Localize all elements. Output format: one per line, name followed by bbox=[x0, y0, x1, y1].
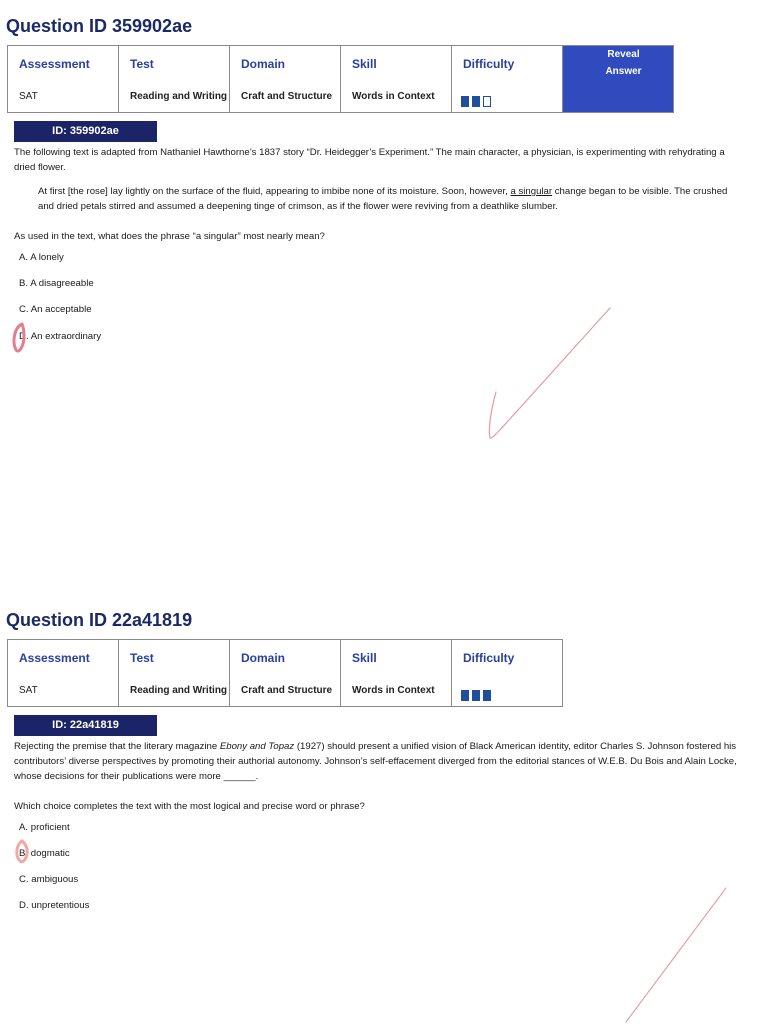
difficulty-indicator bbox=[461, 690, 491, 701]
answer-choice-b[interactable]: B. dogmatic bbox=[19, 848, 70, 859]
answer-choice-a[interactable]: A. A lonely bbox=[19, 252, 64, 263]
meta-difficulty bbox=[452, 46, 563, 113]
reveal-answer-button[interactable] bbox=[563, 46, 674, 113]
meta-test-header: Test bbox=[130, 57, 154, 71]
passage-underlined-phrase: a singular bbox=[510, 186, 553, 197]
difficulty-square bbox=[483, 690, 491, 701]
reveal-answer-label-1: Reveal bbox=[607, 49, 640, 60]
meta-domain bbox=[230, 46, 341, 113]
meta-test-value: Reading and Writing bbox=[130, 91, 228, 102]
question-stem bbox=[14, 739, 744, 784]
question-prompt: As used in the text, what does the phrase “a singular” most nearly mean? bbox=[14, 231, 325, 242]
question-id-badge: ID: 22a41819 bbox=[14, 715, 157, 736]
question-title: Question ID 359902ae bbox=[6, 16, 193, 36]
meta-domain-header: Domain bbox=[241, 57, 286, 71]
difficulty-square bbox=[461, 96, 469, 107]
difficulty-square bbox=[483, 96, 491, 107]
answer-choice-c[interactable]: C. An acceptable bbox=[19, 304, 92, 315]
meta-domain-value: Craft and Structure bbox=[241, 91, 333, 102]
stem-magazine-title: Ebony and Topaz bbox=[219, 741, 295, 752]
meta-assessment bbox=[8, 640, 119, 707]
question-meta-table bbox=[7, 45, 674, 113]
meta-test bbox=[119, 640, 230, 707]
question-meta-table bbox=[7, 639, 563, 707]
answer-choice-a[interactable]: A. proficient bbox=[19, 822, 70, 833]
meta-test bbox=[119, 46, 230, 113]
meta-skill-value: Words in Context bbox=[352, 91, 435, 102]
question-title: Question ID 22a41819 bbox=[6, 610, 193, 630]
meta-domain-value: Craft and Structure bbox=[241, 685, 333, 696]
meta-test-header: Test bbox=[130, 651, 154, 665]
checkmark-annotation bbox=[480, 300, 620, 445]
answer-choice-b[interactable]: B. A disagreeable bbox=[19, 278, 94, 289]
meta-skill-value: Words in Context bbox=[352, 685, 435, 696]
meta-difficulty-header: Difficulty bbox=[463, 651, 515, 665]
meta-domain-header: Domain bbox=[241, 651, 286, 665]
meta-assessment-header: Assessment bbox=[19, 57, 90, 71]
question-2 bbox=[0, 594, 768, 1024]
question-passage bbox=[38, 184, 744, 214]
stem-text-after: (1927) should present a unified vision of Black American identity, editor Charles S. Johnson fostered his contributors’ diverse perspectives by promoting their authorial autonomy. Johnson’s self-effacement diverged from the editorial stances of W.E.B. Du Bois and Alain Locke, whose decisions for their publications were more ______. bbox=[14, 741, 737, 782]
passage-text-before: At first [the rose] lay lightly on the surface of the fluid, appearing to imbibe none of its moisture. Soon, however, bbox=[38, 186, 511, 197]
answer-choice-d[interactable]: D. An extraordinary bbox=[19, 331, 102, 342]
meta-skill bbox=[341, 46, 452, 113]
meta-assessment-value: SAT bbox=[19, 91, 38, 102]
meta-skill-header: Skill bbox=[352, 651, 377, 665]
question-intro: The following text is adapted from Nathaniel Hawthorne’s 1837 story “Dr. Heidegger’s Experiment.” The main character, a physician, is experimenting with rehydrating a dried flower. bbox=[14, 147, 725, 173]
meta-assessment-header: Assessment bbox=[19, 651, 90, 665]
difficulty-square bbox=[461, 690, 469, 701]
meta-assessment-value: SAT bbox=[19, 685, 38, 696]
meta-skill-header: Skill bbox=[352, 57, 377, 71]
meta-difficulty bbox=[452, 640, 563, 707]
meta-domain bbox=[230, 640, 341, 707]
difficulty-indicator bbox=[461, 96, 491, 107]
passage-text-after: change began to be visible. The crushed and dried petals stirred and assumed a deepening tinge of crimson, as if the flower were reviving from a deathlike slumber. bbox=[38, 186, 728, 212]
checkmark-annotation bbox=[620, 884, 732, 1024]
difficulty-square bbox=[472, 690, 480, 701]
meta-skill bbox=[341, 640, 452, 707]
reveal-answer-label-2: Answer bbox=[605, 66, 642, 77]
meta-difficulty-header: Difficulty bbox=[463, 57, 515, 71]
meta-test-value: Reading and Writing bbox=[130, 685, 228, 696]
stem-text-before: Rejecting the premise that the literary magazine bbox=[14, 741, 220, 752]
answer-choice-d[interactable]: D. unpretentious bbox=[19, 900, 90, 911]
meta-assessment bbox=[8, 46, 119, 113]
question-prompt: Which choice completes the text with the most logical and precise word or phrase? bbox=[14, 801, 365, 812]
answer-choice-c[interactable]: C. ambiguous bbox=[19, 874, 79, 885]
question-id-badge: ID: 359902ae bbox=[14, 121, 157, 142]
difficulty-square bbox=[472, 96, 480, 107]
